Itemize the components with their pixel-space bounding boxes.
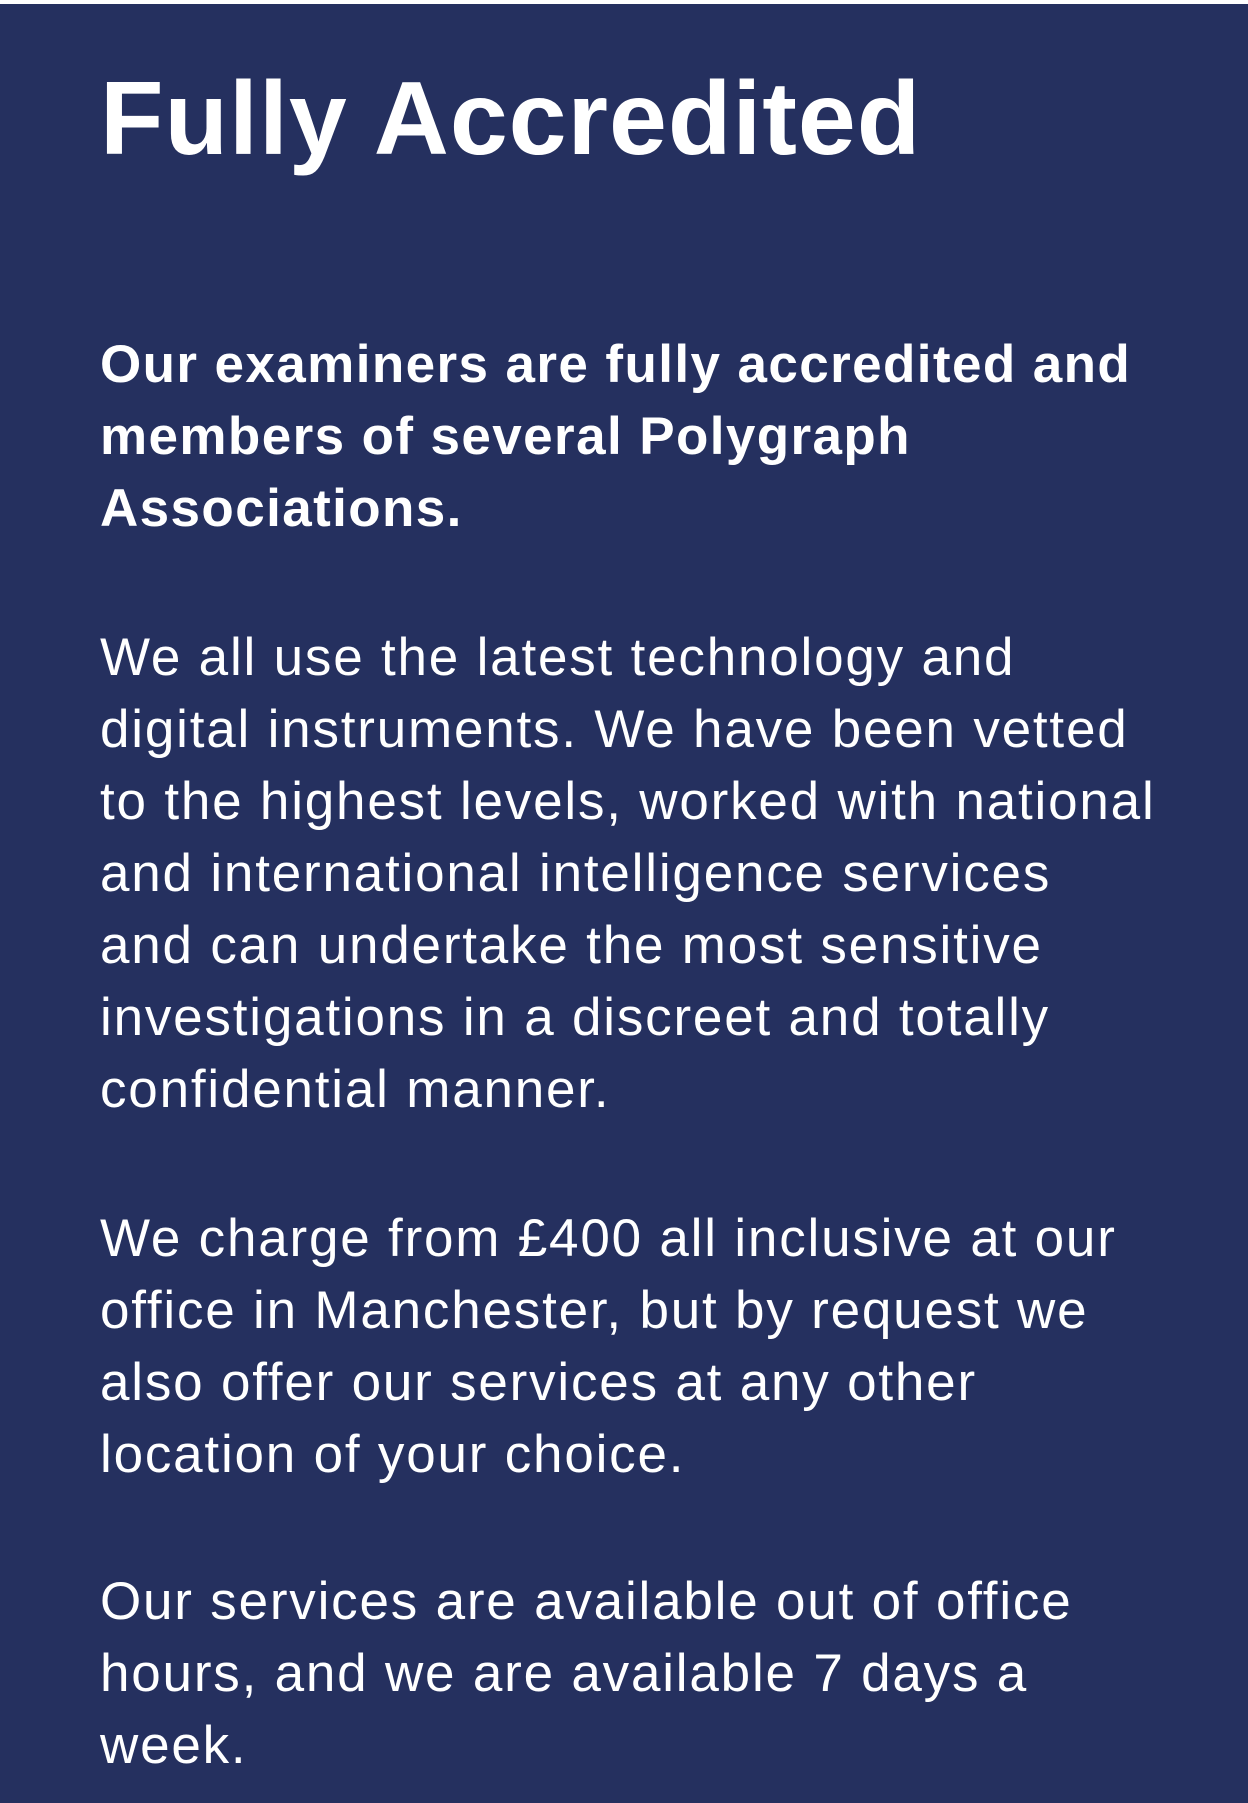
pricing-paragraph: We charge from £400 all inclusive at our office in Manchester, but by request we also offer our services at any other location of your choice. — [100, 1209, 1117, 1484]
technology-paragraph: We all use the latest technology and digital instruments. We have been vetted to the highest levels, worked with national and international intelligence services and can undertake the most sensitive investigations in a discreet and totally confidential manner. — [100, 628, 1156, 1119]
availability-paragraph: Our services are available out of office hours, and we are available 7 days a week. — [100, 1572, 1073, 1775]
accreditation-section — [0, 4, 1248, 1803]
lead-paragraph: Our examiners are fully accredited and members of several Polygraph Associations. — [100, 335, 1132, 538]
section-title: Fully Accredited — [100, 61, 922, 177]
